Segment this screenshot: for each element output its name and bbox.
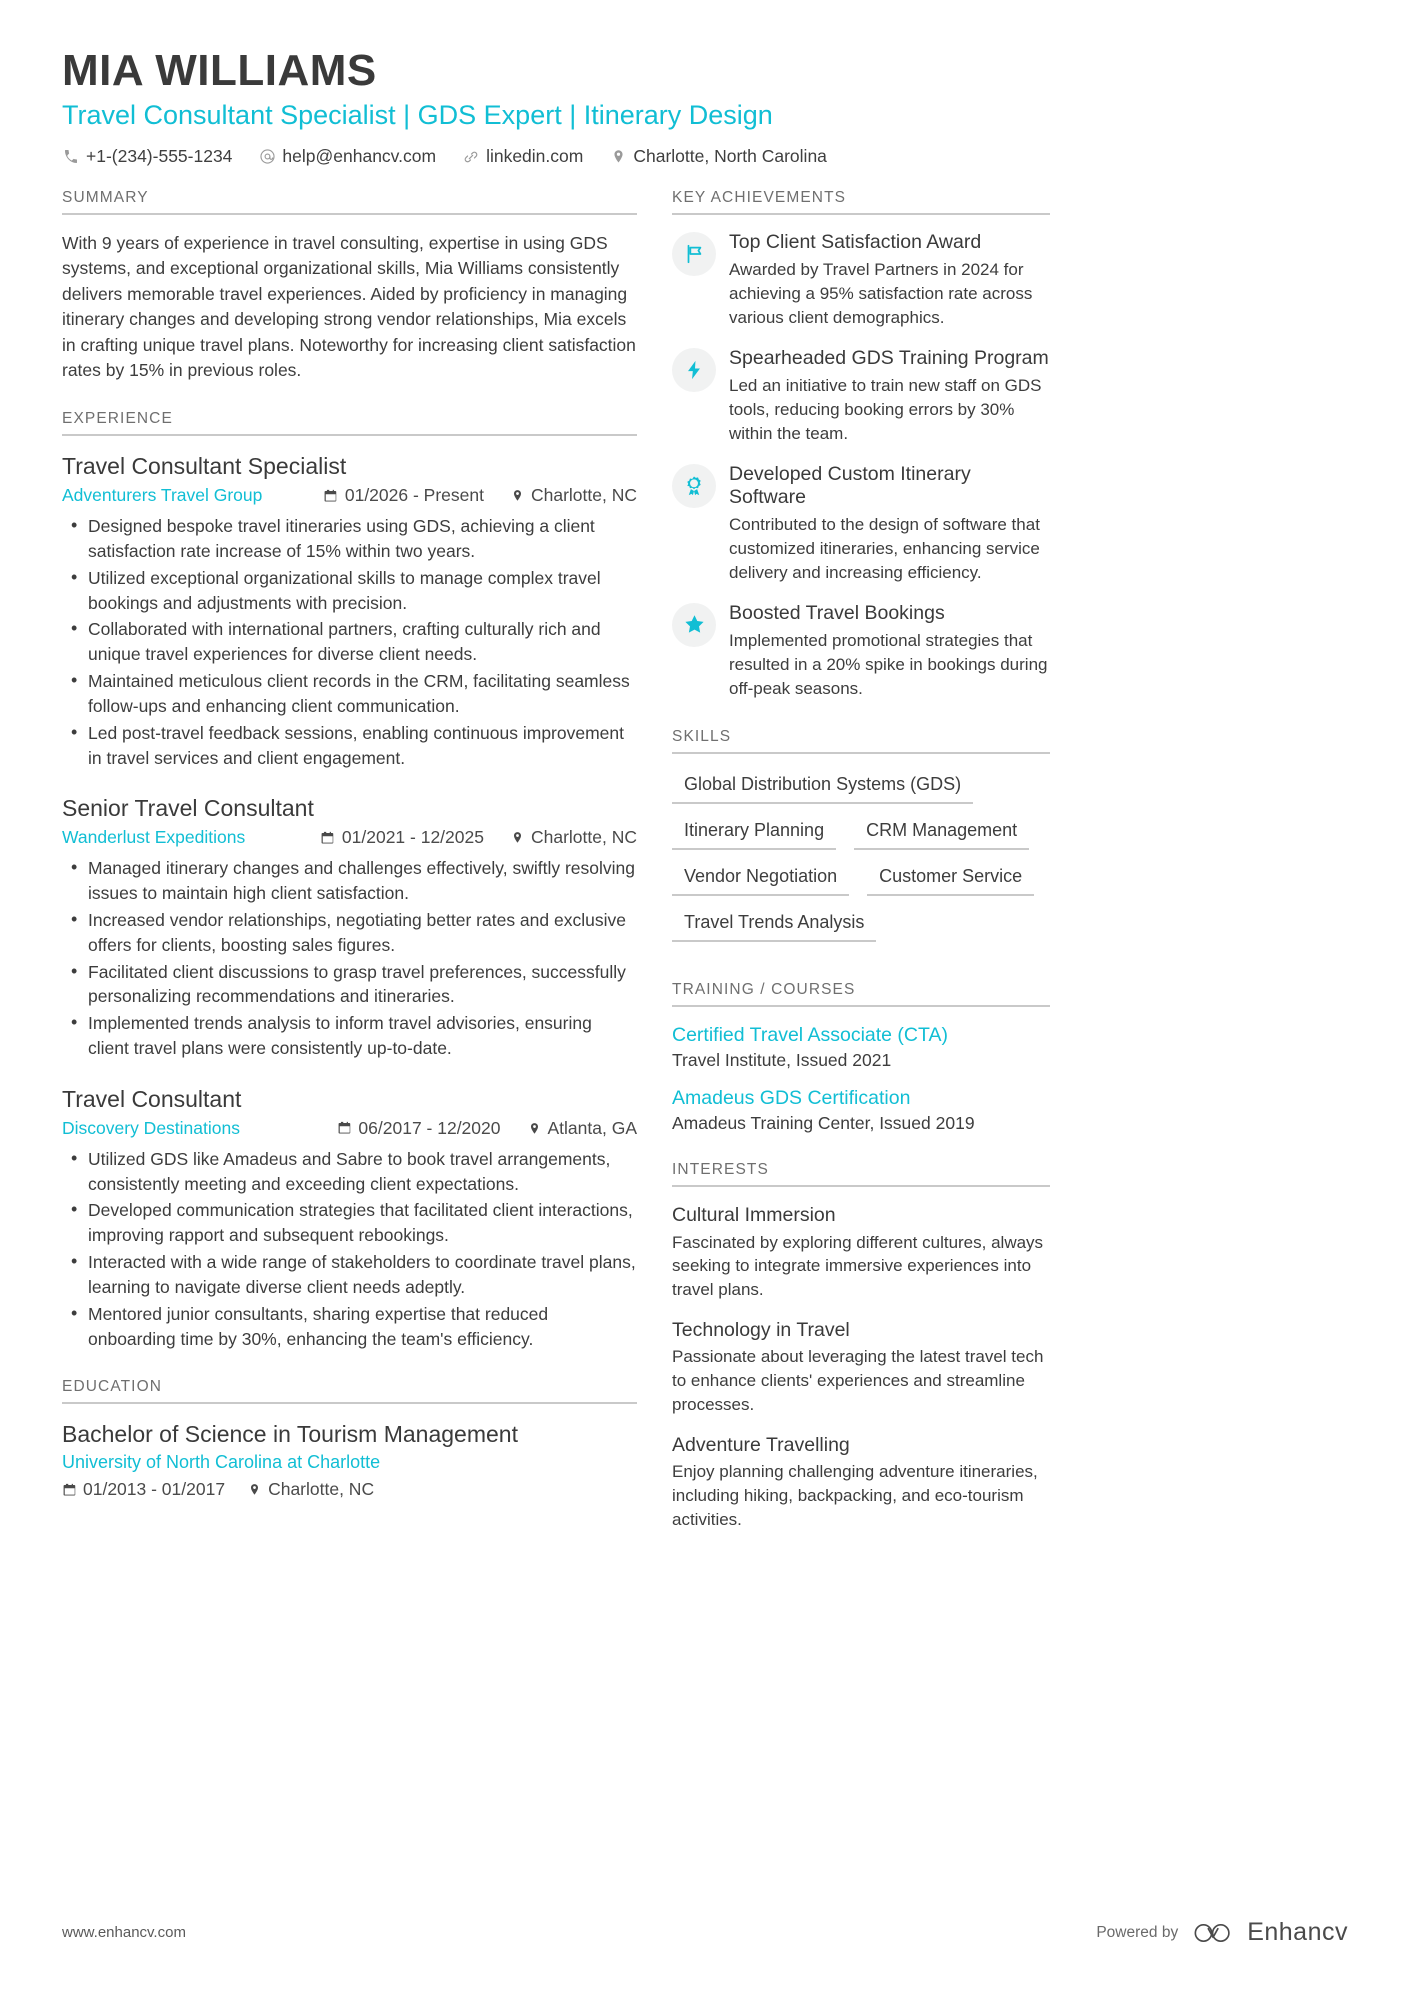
- contact-row: [62, 146, 1348, 167]
- course-item: [672, 1023, 1050, 1071]
- job-title: Travel Consultant: [62, 1085, 242, 1112]
- achievement-desc: Contributed to the design of software that customized itineraries, enhancing service delivery and increasing efficiency.: [729, 515, 1040, 582]
- job-bullet: • Mentored junior consultants, sharing expertise that reduced onboarding time by 30%, enhancing the team's efficiency.: [62, 1302, 637, 1352]
- education-school[interactable]: University of North Carolina at Charlotte: [62, 1452, 381, 1473]
- achievement-title: Boosted Travel Bookings: [729, 601, 945, 624]
- resume-body: [62, 189, 1348, 1559]
- job-bullets: [62, 856, 637, 1061]
- footer-website-url[interactable]: www.enhancv.com: [62, 1924, 186, 1941]
- section-title-achievements: KEY ACHIEVEMENTS: [672, 189, 1050, 215]
- skill-tag: Travel Trends Analysis: [672, 908, 876, 942]
- job-dates-text: 06/2017 - 12/2020: [358, 1117, 501, 1138]
- course-item: [672, 1086, 1050, 1134]
- section-training-courses: [672, 981, 1050, 1135]
- job-company[interactable]: Adventurers Travel Group: [62, 485, 263, 506]
- interest-item: [672, 1318, 1050, 1417]
- star-icon: [672, 603, 716, 647]
- section-experience: [62, 410, 637, 1351]
- summary-text: With 9 years of experience in travel consulting, expertise in using GDS systems, and exceptional organizational skills, Mia Williams consistently delivers memorable travel experiences. Aided by proficiency in managing itinerary changes and developing strong vendor relationships, Mia excels in crafting unique travel plans. Noteworthy for increasing client satisfaction rates by 15% in previous roles.: [62, 233, 636, 380]
- location-pin-icon: [527, 1121, 542, 1136]
- achievement-item: [672, 347, 1050, 446]
- candidate-headline: Travel Consultant Specialist | GDS Expert | Itinerary Design: [62, 100, 773, 131]
- job-bullet: • Utilized exceptional organizational skills to manage complex travel bookings and adjustments with precision.: [62, 566, 637, 616]
- interest-desc: Fascinated by exploring different cultures, always seeking to integrate immersive experiences into travel plans.: [672, 1232, 1044, 1300]
- skill-tag: Customer Service: [867, 862, 1034, 896]
- lightning-bolt-icon: [672, 348, 716, 392]
- job-dates: [337, 1118, 500, 1139]
- contact-location: [609, 146, 827, 167]
- achievement-item: [672, 231, 1050, 330]
- skill-tag: Itinerary Planning: [672, 816, 836, 850]
- section-title-education: EDUCATION: [62, 1378, 637, 1404]
- job-bullet: • Implemented trends analysis to inform travel advisories, ensuring client travel plans were consistently up-to-date.: [62, 1011, 637, 1061]
- email-icon: [258, 148, 276, 166]
- award-medal-icon: [672, 464, 716, 508]
- course-org: Travel Institute, Issued 2021: [672, 1049, 892, 1070]
- education-item: [62, 1420, 637, 1500]
- resume-header: [62, 46, 1348, 167]
- job-company[interactable]: Discovery Destinations: [62, 1117, 240, 1138]
- location-pin-icon: [247, 1482, 262, 1497]
- skills-list: [672, 770, 1050, 954]
- interest-item: [672, 1433, 1050, 1532]
- left-column: [62, 189, 637, 1527]
- calendar-icon: [321, 830, 336, 845]
- job-title: Travel Consultant Specialist: [62, 453, 347, 480]
- education-degree: Bachelor of Science in Tourism Management: [62, 1421, 518, 1448]
- achievement-item: [672, 463, 1050, 585]
- interest-name: Cultural Immersion: [672, 1204, 836, 1227]
- section-title-training: TRAINING / COURSES: [672, 981, 1050, 1007]
- interest-item: [672, 1203, 1050, 1302]
- calendar-icon: [337, 1121, 352, 1136]
- job-location: [527, 1118, 638, 1139]
- contact-link[interactable]: [462, 146, 583, 167]
- interest-name: Adventure Travelling: [672, 1433, 850, 1456]
- right-column: [672, 189, 1050, 1559]
- experience-item: [62, 1085, 637, 1352]
- section-education: [62, 1378, 637, 1500]
- achievement-body: [729, 602, 1050, 701]
- job-meta: [62, 1118, 637, 1139]
- experience-item: [62, 794, 637, 1061]
- job-dates-text: 01/2026 - Present: [344, 485, 484, 506]
- job-meta: [62, 827, 637, 848]
- course-name[interactable]: Certified Travel Associate (CTA): [672, 1023, 948, 1046]
- skill-tag: Global Distribution Systems (GDS): [672, 770, 973, 804]
- experience-item: [62, 452, 637, 770]
- job-dates-text: 01/2021 - 12/2025: [341, 827, 484, 848]
- section-title-skills: SKILLS: [672, 728, 1050, 754]
- enhancv-wordmark: Enhancv: [1247, 1918, 1348, 1946]
- job-bullet: • Utilized GDS like Amadeus and Sabre to book travel arrangements, consistently meeting and exceeding client expectations.: [62, 1147, 637, 1197]
- candidate-name: MIA WILLIAMS: [62, 46, 377, 95]
- job-location: [510, 485, 637, 506]
- location-pin-icon: [510, 488, 525, 503]
- powered-by-label: Powered by: [1096, 1923, 1179, 1941]
- contact-link-text: linkedin.com: [486, 146, 584, 167]
- section-title-experience: EXPERIENCE: [62, 410, 637, 436]
- education-dates: [62, 1479, 225, 1500]
- job-bullet: • Developed communication strategies that facilitated client interactions, improving rapport and subsequent rebookings.: [62, 1198, 637, 1248]
- job-dates: [321, 827, 484, 848]
- contact-email-text: help@enhancv.com: [282, 146, 437, 167]
- achievement-title: Developed Custom Itinerary Software: [729, 462, 971, 508]
- phone-icon: [62, 148, 80, 166]
- interest-name: Technology in Travel: [672, 1319, 850, 1342]
- contact-phone-text: +1-(234)-555-1234: [86, 146, 233, 167]
- calendar-icon: [62, 1482, 77, 1497]
- location-pin-icon: [510, 830, 525, 845]
- education-location-text: Charlotte, NC: [268, 1479, 375, 1500]
- achievement-desc: Led an initiative to train new staff on GDS tools, reducing booking errors by 30% within the team.: [729, 376, 1042, 443]
- skill-tag: Vendor Negotiation: [672, 862, 849, 896]
- education-dates-text: 01/2013 - 01/2017: [83, 1479, 226, 1500]
- contact-phone[interactable]: [62, 146, 232, 167]
- job-company[interactable]: Wanderlust Expeditions: [62, 827, 246, 848]
- course-name[interactable]: Amadeus GDS Certification: [672, 1086, 911, 1109]
- job-bullet: • Increased vendor relationships, negotiating better rates and exclusive offers for clients, boosting sales figures.: [62, 908, 637, 958]
- footer-branding: [1096, 1918, 1348, 1947]
- interest-desc: Enjoy planning challenging adventure itineraries, including hiking, backpacking, and eco-tourism activities.: [672, 1462, 1038, 1529]
- job-location: [510, 827, 637, 848]
- achievement-body: [729, 231, 1050, 330]
- job-bullet: • Facilitated client discussions to grasp travel preferences, successfully personalizing recommendations and itineraries.: [62, 960, 637, 1010]
- link-icon: [462, 148, 480, 166]
- education-meta: [62, 1479, 637, 1500]
- section-key-achievements: [672, 189, 1050, 701]
- achievement-item: [672, 602, 1050, 701]
- job-bullet: • Collaborated with international partners, crafting culturally rich and unique travel experiences for diverse client needs.: [62, 617, 637, 667]
- contact-location-text: Charlotte, North Carolina: [633, 146, 827, 167]
- interest-desc: Passionate about leveraging the latest travel tech to enhance clients' experiences and streamline processes.: [672, 1347, 1044, 1415]
- achievement-body: [729, 347, 1050, 446]
- job-bullet: • Maintained meticulous client records in the CRM, facilitating seamless follow-ups and enhancing client communication.: [62, 669, 637, 719]
- job-title: Senior Travel Consultant: [62, 795, 314, 822]
- enhancv-logo[interactable]: [1192, 1918, 1348, 1947]
- job-location-text: Charlotte, NC: [530, 485, 637, 506]
- achievement-desc: Awarded by Travel Partners in 2024 for achieving a 95% satisfaction rate across various client demographics.: [729, 260, 1033, 327]
- job-bullet: • Led post-travel feedback sessions, enabling continuous improvement in travel services and client engagement.: [62, 721, 637, 771]
- achievement-title: Spearheaded GDS Training Program: [729, 346, 1049, 369]
- achievement-body: [729, 463, 1050, 585]
- job-bullet: • Interacted with a wide range of stakeholders to coordinate travel plans, learning to navigate diverse client needs adeptly.: [62, 1250, 637, 1300]
- course-org: Amadeus Training Center, Issued 2019: [672, 1113, 975, 1134]
- job-bullets: [62, 1147, 637, 1352]
- flag-icon: [672, 232, 716, 276]
- job-bullets: [62, 514, 637, 770]
- achievement-desc: Implemented promotional strategies that resulted in a 20% spike in bookings during off-peak seasons.: [729, 631, 1048, 698]
- section-interests: [672, 1161, 1050, 1531]
- contact-email[interactable]: [258, 146, 436, 167]
- job-dates: [324, 485, 484, 506]
- enhancv-mark-icon: [1192, 1920, 1238, 1946]
- page-footer: [62, 1918, 1348, 1947]
- skill-tag: CRM Management: [854, 816, 1029, 850]
- location-pin-icon: [609, 148, 627, 166]
- job-location-text: Charlotte, NC: [530, 827, 637, 848]
- job-bullet: • Designed bespoke travel itineraries using GDS, achieving a client satisfaction rate increase of 15% within two years.: [62, 514, 637, 564]
- section-title-summary: SUMMARY: [62, 189, 637, 215]
- achievement-title: Top Client Satisfaction Award: [729, 231, 982, 254]
- job-meta: [62, 485, 637, 506]
- section-title-interests: INTERESTS: [672, 1161, 1050, 1187]
- job-bullet: • Managed itinerary changes and challenges effectively, swiftly resolving issues to maintain high client satisfaction.: [62, 856, 637, 906]
- calendar-icon: [324, 488, 339, 503]
- education-location: [247, 1479, 374, 1500]
- section-summary: [62, 189, 637, 383]
- job-location-text: Atlanta, GA: [547, 1117, 637, 1138]
- section-skills: [672, 728, 1050, 954]
